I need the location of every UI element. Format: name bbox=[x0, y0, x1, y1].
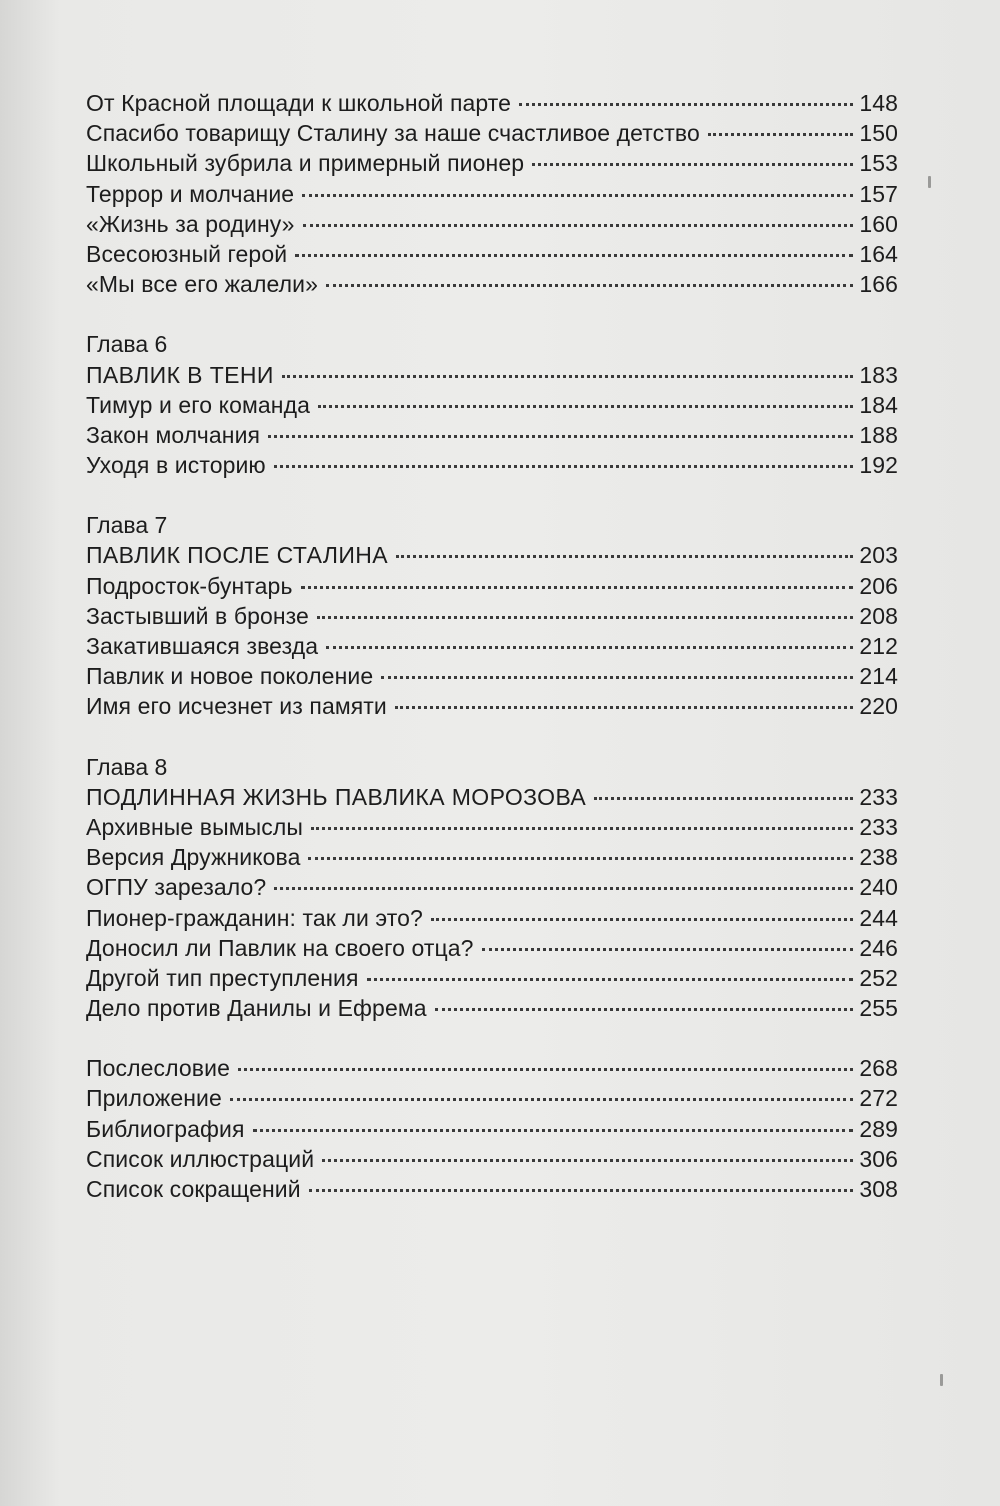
toc-entry-title: Всесоюзный герой bbox=[86, 240, 288, 267]
toc-entry-title: Закон молчания bbox=[86, 421, 261, 448]
toc-entry-page: 150 bbox=[859, 120, 898, 147]
toc-section-chapter-5-tail bbox=[86, 88, 898, 299]
toc-entry-title: Библиография bbox=[86, 1115, 245, 1142]
toc-entry bbox=[86, 691, 898, 721]
page-speck bbox=[940, 1374, 943, 1386]
chapter-heading: Глава 8 bbox=[86, 753, 168, 780]
toc-entry-title: Застывший в бронзе bbox=[86, 602, 309, 629]
toc-entry-title: Террор и молчание bbox=[86, 180, 295, 207]
dot-leader bbox=[594, 797, 853, 800]
page-speck bbox=[928, 176, 931, 188]
toc-entry-page: 160 bbox=[859, 210, 898, 237]
dot-leader bbox=[295, 254, 853, 257]
dot-leader bbox=[318, 405, 853, 408]
dot-leader bbox=[708, 133, 853, 136]
dot-leader bbox=[274, 887, 853, 890]
dot-leader bbox=[302, 194, 853, 197]
toc-entry bbox=[86, 601, 898, 631]
dot-leader bbox=[303, 224, 854, 227]
toc-entry-title: От Красной площади к школьной парте bbox=[86, 90, 512, 116]
dot-leader bbox=[309, 1189, 854, 1192]
toc-entry bbox=[86, 450, 898, 480]
toc-entry bbox=[86, 390, 898, 420]
toc-entry-page: 289 bbox=[859, 1115, 898, 1142]
section-gap bbox=[86, 1023, 898, 1053]
toc-entry-page: 255 bbox=[859, 995, 898, 1022]
toc-entry-title: Другой тип преступления bbox=[86, 964, 359, 991]
toc-chapter-title: ПАВЛИК ПОСЛЕ СТАЛИНА bbox=[86, 542, 389, 569]
toc-entry bbox=[86, 118, 898, 148]
toc-entry bbox=[86, 661, 898, 691]
toc-entry-page: 183 bbox=[859, 361, 898, 388]
toc-entry-page: 272 bbox=[859, 1085, 898, 1112]
toc-chapter-title: ПОДЛИННАЯ ЖИЗНЬ ПАВЛИКА МОРОЗОВА bbox=[86, 783, 587, 810]
toc-entry bbox=[86, 1053, 898, 1083]
toc-entry bbox=[86, 360, 898, 390]
toc-entry-title: Доносил ли Павлик на своего отца? bbox=[86, 934, 474, 961]
toc-entry-page: 157 bbox=[859, 180, 898, 207]
toc-entry-page: 233 bbox=[859, 813, 898, 840]
toc-entry-page: 203 bbox=[859, 542, 898, 569]
toc-entry-page: 148 bbox=[859, 90, 898, 116]
toc-entry bbox=[86, 993, 898, 1023]
dot-leader bbox=[435, 1008, 854, 1011]
toc-section-chapter-7 bbox=[86, 510, 898, 721]
toc-entry-page: 306 bbox=[859, 1145, 898, 1172]
toc-entry-title: Список сокращений bbox=[86, 1176, 301, 1202]
toc-entry-title: Павлик и новое поколение bbox=[86, 663, 374, 690]
dot-leader bbox=[311, 827, 853, 830]
toc-chapter-title: ПАВЛИК В ТЕНИ bbox=[86, 361, 274, 388]
toc-entry-page: 166 bbox=[859, 271, 898, 298]
toc-entry-title: Архивные вымыслы bbox=[86, 813, 304, 840]
dot-leader bbox=[519, 103, 853, 106]
chapter-heading: Глава 6 bbox=[86, 331, 168, 358]
dot-leader bbox=[396, 555, 853, 558]
toc-entry-page: 252 bbox=[859, 964, 898, 991]
toc-entry bbox=[86, 842, 898, 872]
table-of-contents bbox=[86, 88, 898, 1204]
toc-entry-page: 268 bbox=[859, 1055, 898, 1082]
toc-entry-page: 308 bbox=[859, 1176, 898, 1202]
dot-leader bbox=[482, 948, 854, 951]
toc-entry-page: 240 bbox=[859, 874, 898, 901]
toc-entry-title: Тимур и его команда bbox=[86, 391, 311, 418]
toc-entry-title: Пионер-гражданин: так ли это? bbox=[86, 904, 423, 931]
toc-entry bbox=[86, 420, 898, 450]
dot-leader bbox=[532, 163, 853, 166]
toc-entry bbox=[86, 269, 898, 299]
toc-entry bbox=[86, 1083, 898, 1113]
toc-entry-title: Версия Дружникова bbox=[86, 844, 301, 871]
chapter-heading: Глава 7 bbox=[86, 512, 168, 539]
toc-entry-title: Дело против Данилы и Ефрема bbox=[86, 995, 427, 1022]
toc-entry bbox=[86, 1114, 898, 1144]
toc-entry bbox=[86, 933, 898, 963]
toc-entry-title: Имя его исчезнет из памяти bbox=[86, 693, 387, 720]
toc-entry-page: 233 bbox=[859, 783, 898, 810]
toc-entry-page: 164 bbox=[859, 240, 898, 267]
dot-leader bbox=[317, 616, 853, 619]
toc-entry bbox=[86, 148, 898, 178]
dot-leader bbox=[253, 1129, 854, 1132]
toc-entry bbox=[86, 1174, 898, 1204]
toc-entry-title: ОГПУ зарезало? bbox=[86, 874, 267, 901]
toc-entry bbox=[86, 631, 898, 661]
toc-entry-page: 153 bbox=[859, 150, 898, 177]
toc-entry-title: Список иллюстраций bbox=[86, 1145, 315, 1172]
toc-entry-page: 212 bbox=[859, 633, 898, 659]
dot-leader bbox=[282, 375, 853, 378]
dot-leader bbox=[431, 918, 853, 921]
toc-entry-title: Спасибо товарищу Сталину за наше счастливое детство bbox=[86, 120, 700, 147]
dot-leader bbox=[268, 435, 853, 438]
toc-entry bbox=[86, 812, 898, 842]
toc-entry bbox=[86, 239, 898, 269]
section-gap bbox=[86, 480, 898, 510]
section-gap bbox=[86, 299, 898, 329]
toc-entry bbox=[86, 88, 898, 118]
toc-entry bbox=[86, 209, 898, 239]
toc-entry-title: «Мы все его жалели» bbox=[86, 271, 318, 298]
toc-entry-page: 244 bbox=[859, 904, 898, 931]
toc-entry-page: 206 bbox=[859, 572, 898, 599]
toc-entry bbox=[86, 872, 898, 902]
toc-entry-page: 214 bbox=[859, 663, 898, 690]
toc-entry bbox=[86, 963, 898, 993]
toc-entry bbox=[86, 782, 898, 812]
toc-entry-page: 188 bbox=[859, 421, 898, 448]
dot-leader bbox=[322, 1159, 853, 1162]
toc-entry bbox=[86, 179, 898, 209]
toc-entry-title: Школьный зубрила и примерный пионер bbox=[86, 150, 525, 177]
dot-leader bbox=[367, 978, 854, 981]
toc-section-chapter-6 bbox=[86, 329, 898, 480]
toc-entry-page: 238 bbox=[859, 844, 898, 871]
toc-entry-page: 208 bbox=[859, 602, 898, 629]
toc-entry-page: 192 bbox=[859, 452, 898, 479]
toc-entry-page: 246 bbox=[859, 934, 898, 961]
dot-leader bbox=[326, 646, 853, 649]
dot-leader bbox=[274, 465, 854, 468]
toc-section-back-matter bbox=[86, 1053, 898, 1204]
toc-entry-title: Послесловие bbox=[86, 1055, 230, 1082]
dot-leader bbox=[326, 284, 853, 287]
dot-leader bbox=[395, 706, 853, 709]
dot-leader bbox=[381, 676, 853, 679]
toc-entry-title: Приложение bbox=[86, 1085, 222, 1112]
toc-entry-title: Подросток-бунтарь bbox=[86, 572, 293, 599]
section-gap bbox=[86, 722, 898, 752]
toc-entry-title: «Жизнь за родину» bbox=[86, 210, 295, 237]
toc-entry-title: Уходя в историю bbox=[86, 452, 266, 479]
toc-entry bbox=[86, 1144, 898, 1174]
toc-entry-page: 184 bbox=[859, 391, 898, 418]
toc-section-chapter-8 bbox=[86, 752, 898, 1024]
toc-entry-title: Закатившаяся звезда bbox=[86, 633, 319, 659]
dot-leader bbox=[308, 857, 853, 860]
toc-entry bbox=[86, 903, 898, 933]
dot-leader bbox=[301, 586, 854, 589]
dot-leader bbox=[230, 1098, 853, 1101]
toc-entry bbox=[86, 540, 898, 570]
toc-entry bbox=[86, 571, 898, 601]
dot-leader bbox=[238, 1068, 853, 1071]
toc-entry-page: 220 bbox=[859, 693, 898, 720]
